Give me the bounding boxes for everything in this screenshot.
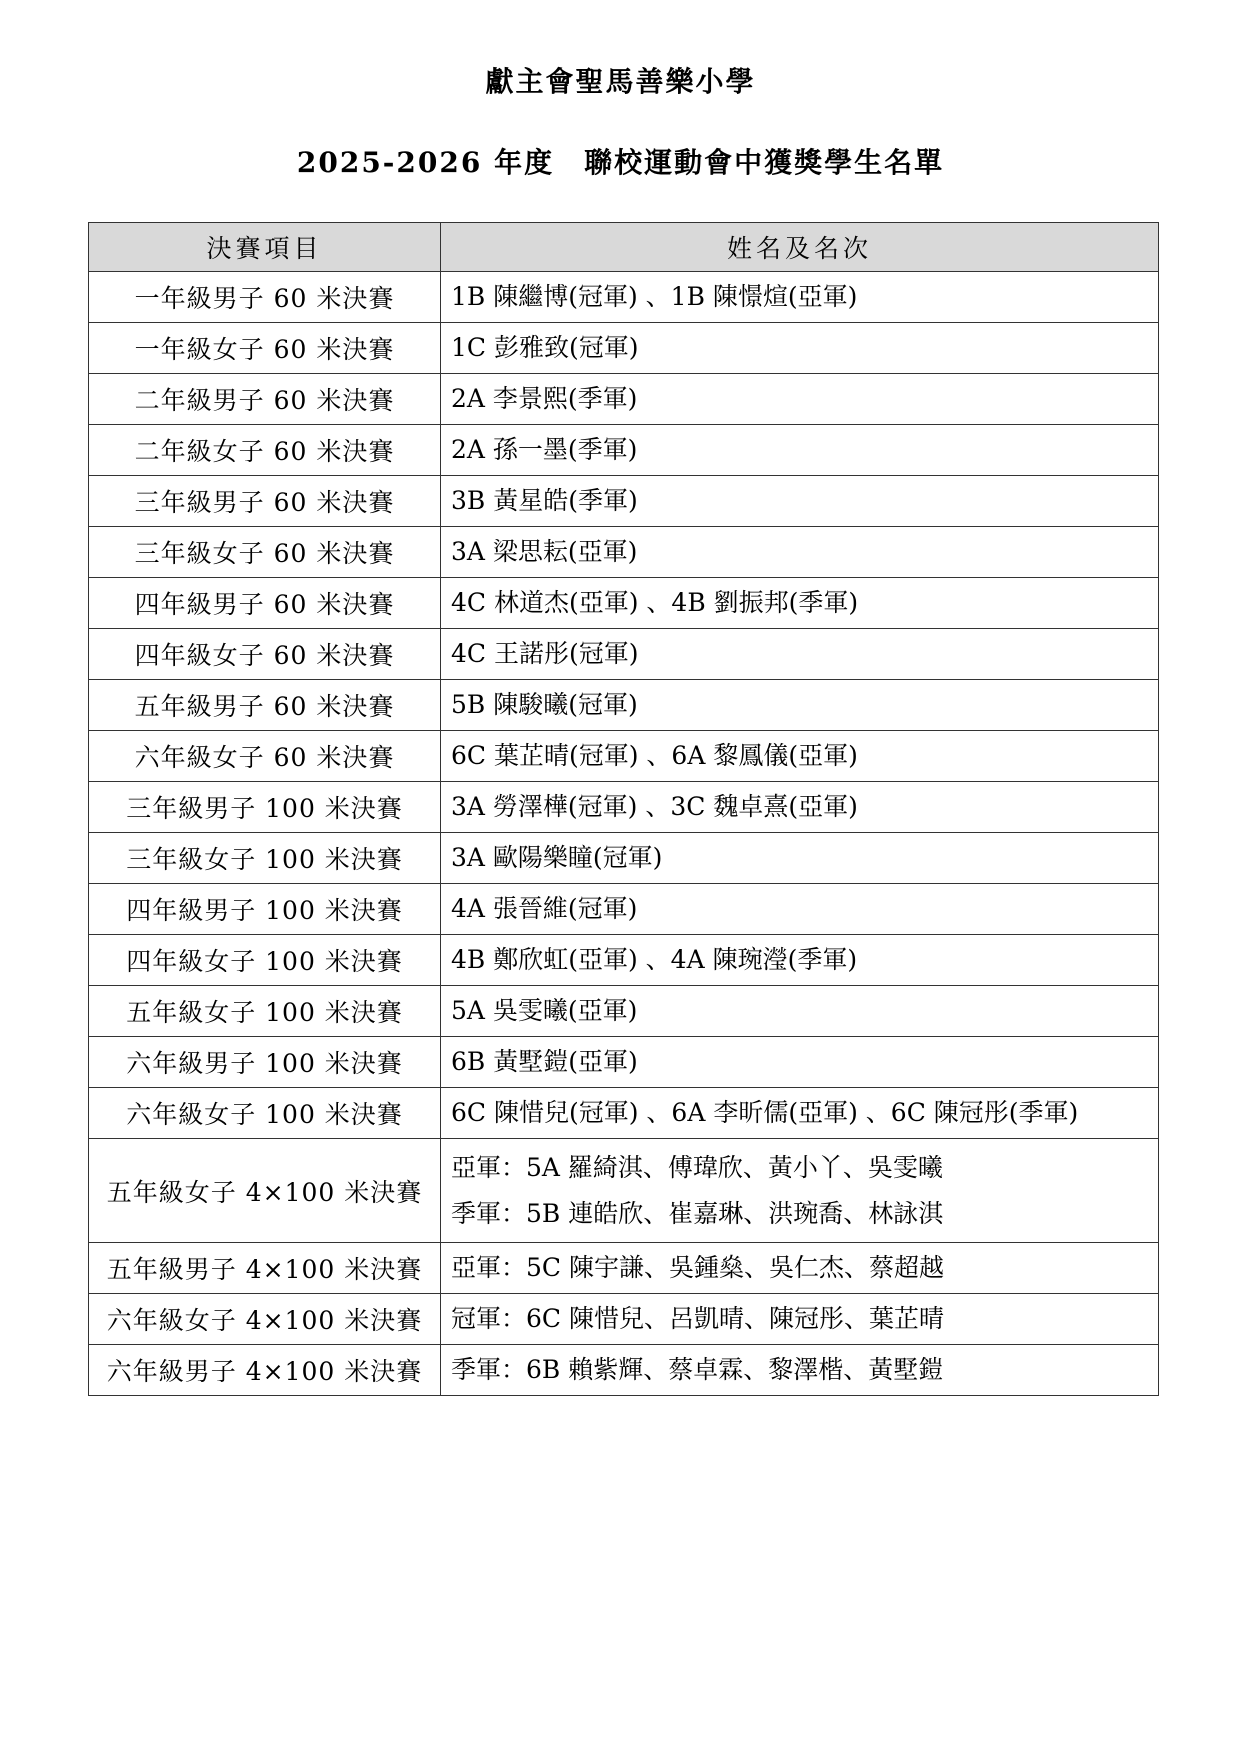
result-line: 亞軍：5A 羅綺淇、傅瑋欣、黃小丫、吳雯曦 bbox=[451, 1152, 943, 1182]
event-cell: 六年級女子 60 米決賽 bbox=[89, 731, 441, 782]
table-row bbox=[89, 1345, 1159, 1396]
event-cell: 五年級男子 60 米決賽 bbox=[89, 680, 441, 731]
table-row bbox=[89, 374, 1159, 425]
event-cell: 四年級男子 60 米決賽 bbox=[89, 578, 441, 629]
event-cell: 四年級男子 100 米決賽 bbox=[89, 884, 441, 935]
event-cell: 六年級女子 100 米決賽 bbox=[89, 1088, 441, 1139]
results-cell bbox=[441, 578, 1159, 629]
result-line: 1B 陳繼博(冠軍) 、1B 陳憬煊(亞軍) bbox=[451, 282, 858, 311]
table-row bbox=[89, 527, 1159, 578]
table-row bbox=[89, 782, 1159, 833]
event-cell: 六年級男子 100 米決賽 bbox=[89, 1037, 441, 1088]
table-header-row bbox=[89, 223, 1159, 272]
results-cell bbox=[441, 884, 1159, 935]
result-line: 冠軍：6C 陳惜兒、呂凱晴、陳冠彤、葉芷晴 bbox=[451, 1304, 944, 1333]
result-line: 5A 吳雯曦(亞軍) bbox=[451, 996, 638, 1025]
event-cell: 一年級男子 60 米決賽 bbox=[89, 272, 441, 323]
result-line: 4C 林道杰(亞軍) 、4B 劉振邦(季軍) bbox=[451, 588, 859, 617]
table-row bbox=[89, 1088, 1159, 1139]
result-line: 3A 勞澤樺(冠軍) 、3C 魏卓熹(亞軍) bbox=[451, 792, 858, 821]
results-cell bbox=[441, 476, 1159, 527]
results-cell bbox=[441, 1345, 1159, 1396]
event-cell: 五年級女子 4×100 米決賽 bbox=[89, 1139, 441, 1243]
table-row bbox=[89, 272, 1159, 323]
results-cell bbox=[441, 782, 1159, 833]
result-line: 亞軍：5C 陳宇謙、吳鍾燊、吳仁杰、蔡超越 bbox=[451, 1253, 944, 1282]
results-cell bbox=[441, 1139, 1159, 1243]
table-row bbox=[89, 935, 1159, 986]
result-line: 3A 歐陽樂瞳(冠軍) bbox=[451, 843, 663, 872]
results-cell bbox=[441, 527, 1159, 578]
result-line: 6C 葉芷晴(冠軍) 、6A 黎鳳儀(亞軍) bbox=[451, 741, 858, 770]
event-cell: 三年級女子 100 米決賽 bbox=[89, 833, 441, 884]
table-row bbox=[89, 323, 1159, 374]
table-row bbox=[89, 1037, 1159, 1088]
results-cell bbox=[441, 374, 1159, 425]
results-cell bbox=[441, 272, 1159, 323]
event-cell: 六年級男子 4×100 米決賽 bbox=[89, 1345, 441, 1396]
school-name: 獻主會聖馬善樂小學 bbox=[485, 65, 756, 98]
document-subtitle: 2025-2026 年度 聯校運動會中獲獎學生名單 bbox=[296, 146, 945, 179]
event-cell: 三年級男子 60 米決賽 bbox=[89, 476, 441, 527]
result-line: 1C 彭雅致(冠軍) bbox=[451, 333, 639, 362]
results-cell bbox=[441, 323, 1159, 374]
table-row bbox=[89, 1139, 1159, 1243]
result-line: 4A 張晉維(冠軍) bbox=[451, 894, 638, 923]
result-line: 4C 王諾彤(冠軍) bbox=[451, 639, 639, 668]
event-cell: 三年級女子 60 米決賽 bbox=[89, 527, 441, 578]
results-cell bbox=[441, 1294, 1159, 1345]
table-row bbox=[89, 986, 1159, 1037]
event-cell: 五年級女子 100 米決賽 bbox=[89, 986, 441, 1037]
table-row bbox=[89, 884, 1159, 935]
results-cell bbox=[441, 731, 1159, 782]
awards-table bbox=[88, 222, 1159, 1396]
results-cell bbox=[441, 425, 1159, 476]
results-cell bbox=[441, 935, 1159, 986]
results-cell bbox=[441, 1088, 1159, 1139]
result-line: 2A 李景熙(季軍) bbox=[451, 384, 638, 413]
results-cell bbox=[441, 833, 1159, 884]
event-cell: 一年級女子 60 米決賽 bbox=[89, 323, 441, 374]
event-cell: 二年級男子 60 米決賽 bbox=[89, 374, 441, 425]
results-cell bbox=[441, 986, 1159, 1037]
result-line: 季軍：6B 賴紫輝、蔡卓霖、黎澤楷、黃墅鎧 bbox=[451, 1355, 944, 1384]
table-row bbox=[89, 578, 1159, 629]
event-cell: 五年級男子 4×100 米決賽 bbox=[89, 1243, 441, 1294]
header-event: 決賽項目 bbox=[89, 223, 441, 272]
results-cell bbox=[441, 1243, 1159, 1294]
results-cell bbox=[441, 680, 1159, 731]
event-cell: 四年級女子 100 米決賽 bbox=[89, 935, 441, 986]
result-line: 5B 陳駿曦(冠軍) bbox=[451, 690, 638, 719]
result-line: 季軍：5B 連皓欣、崔嘉琳、洪琬喬、林詠淇 bbox=[451, 1198, 944, 1228]
result-line: 3B 黃星皓(季軍) bbox=[451, 486, 638, 515]
event-cell: 六年級女子 4×100 米決賽 bbox=[89, 1294, 441, 1345]
result-line: 3A 梁思耘(亞軍) bbox=[451, 537, 638, 566]
table-row bbox=[89, 425, 1159, 476]
results-cell bbox=[441, 1037, 1159, 1088]
result-line: 6C 陳惜兒(冠軍) 、6A 李昕儒(亞軍) 、6C 陳冠彤(季軍) bbox=[451, 1098, 1079, 1127]
result-line: 6B 黃墅鎧(亞軍) bbox=[451, 1047, 638, 1076]
table-row bbox=[89, 1243, 1159, 1294]
event-cell: 二年級女子 60 米決賽 bbox=[89, 425, 441, 476]
event-cell: 三年級男子 100 米決賽 bbox=[89, 782, 441, 833]
table-row bbox=[89, 629, 1159, 680]
table-body bbox=[89, 272, 1159, 1396]
table-row bbox=[89, 680, 1159, 731]
header-results: 姓名及名次 bbox=[441, 223, 1159, 272]
table-row bbox=[89, 833, 1159, 884]
table-row bbox=[89, 476, 1159, 527]
result-line: 2A 孫一墨(季軍) bbox=[451, 435, 638, 464]
table-row bbox=[89, 731, 1159, 782]
results-cell bbox=[441, 629, 1159, 680]
result-line: 4B 鄭欣虹(亞軍) 、4A 陳琬瀅(季軍) bbox=[451, 945, 858, 974]
event-cell: 四年級女子 60 米決賽 bbox=[89, 629, 441, 680]
table-row bbox=[89, 1294, 1159, 1345]
